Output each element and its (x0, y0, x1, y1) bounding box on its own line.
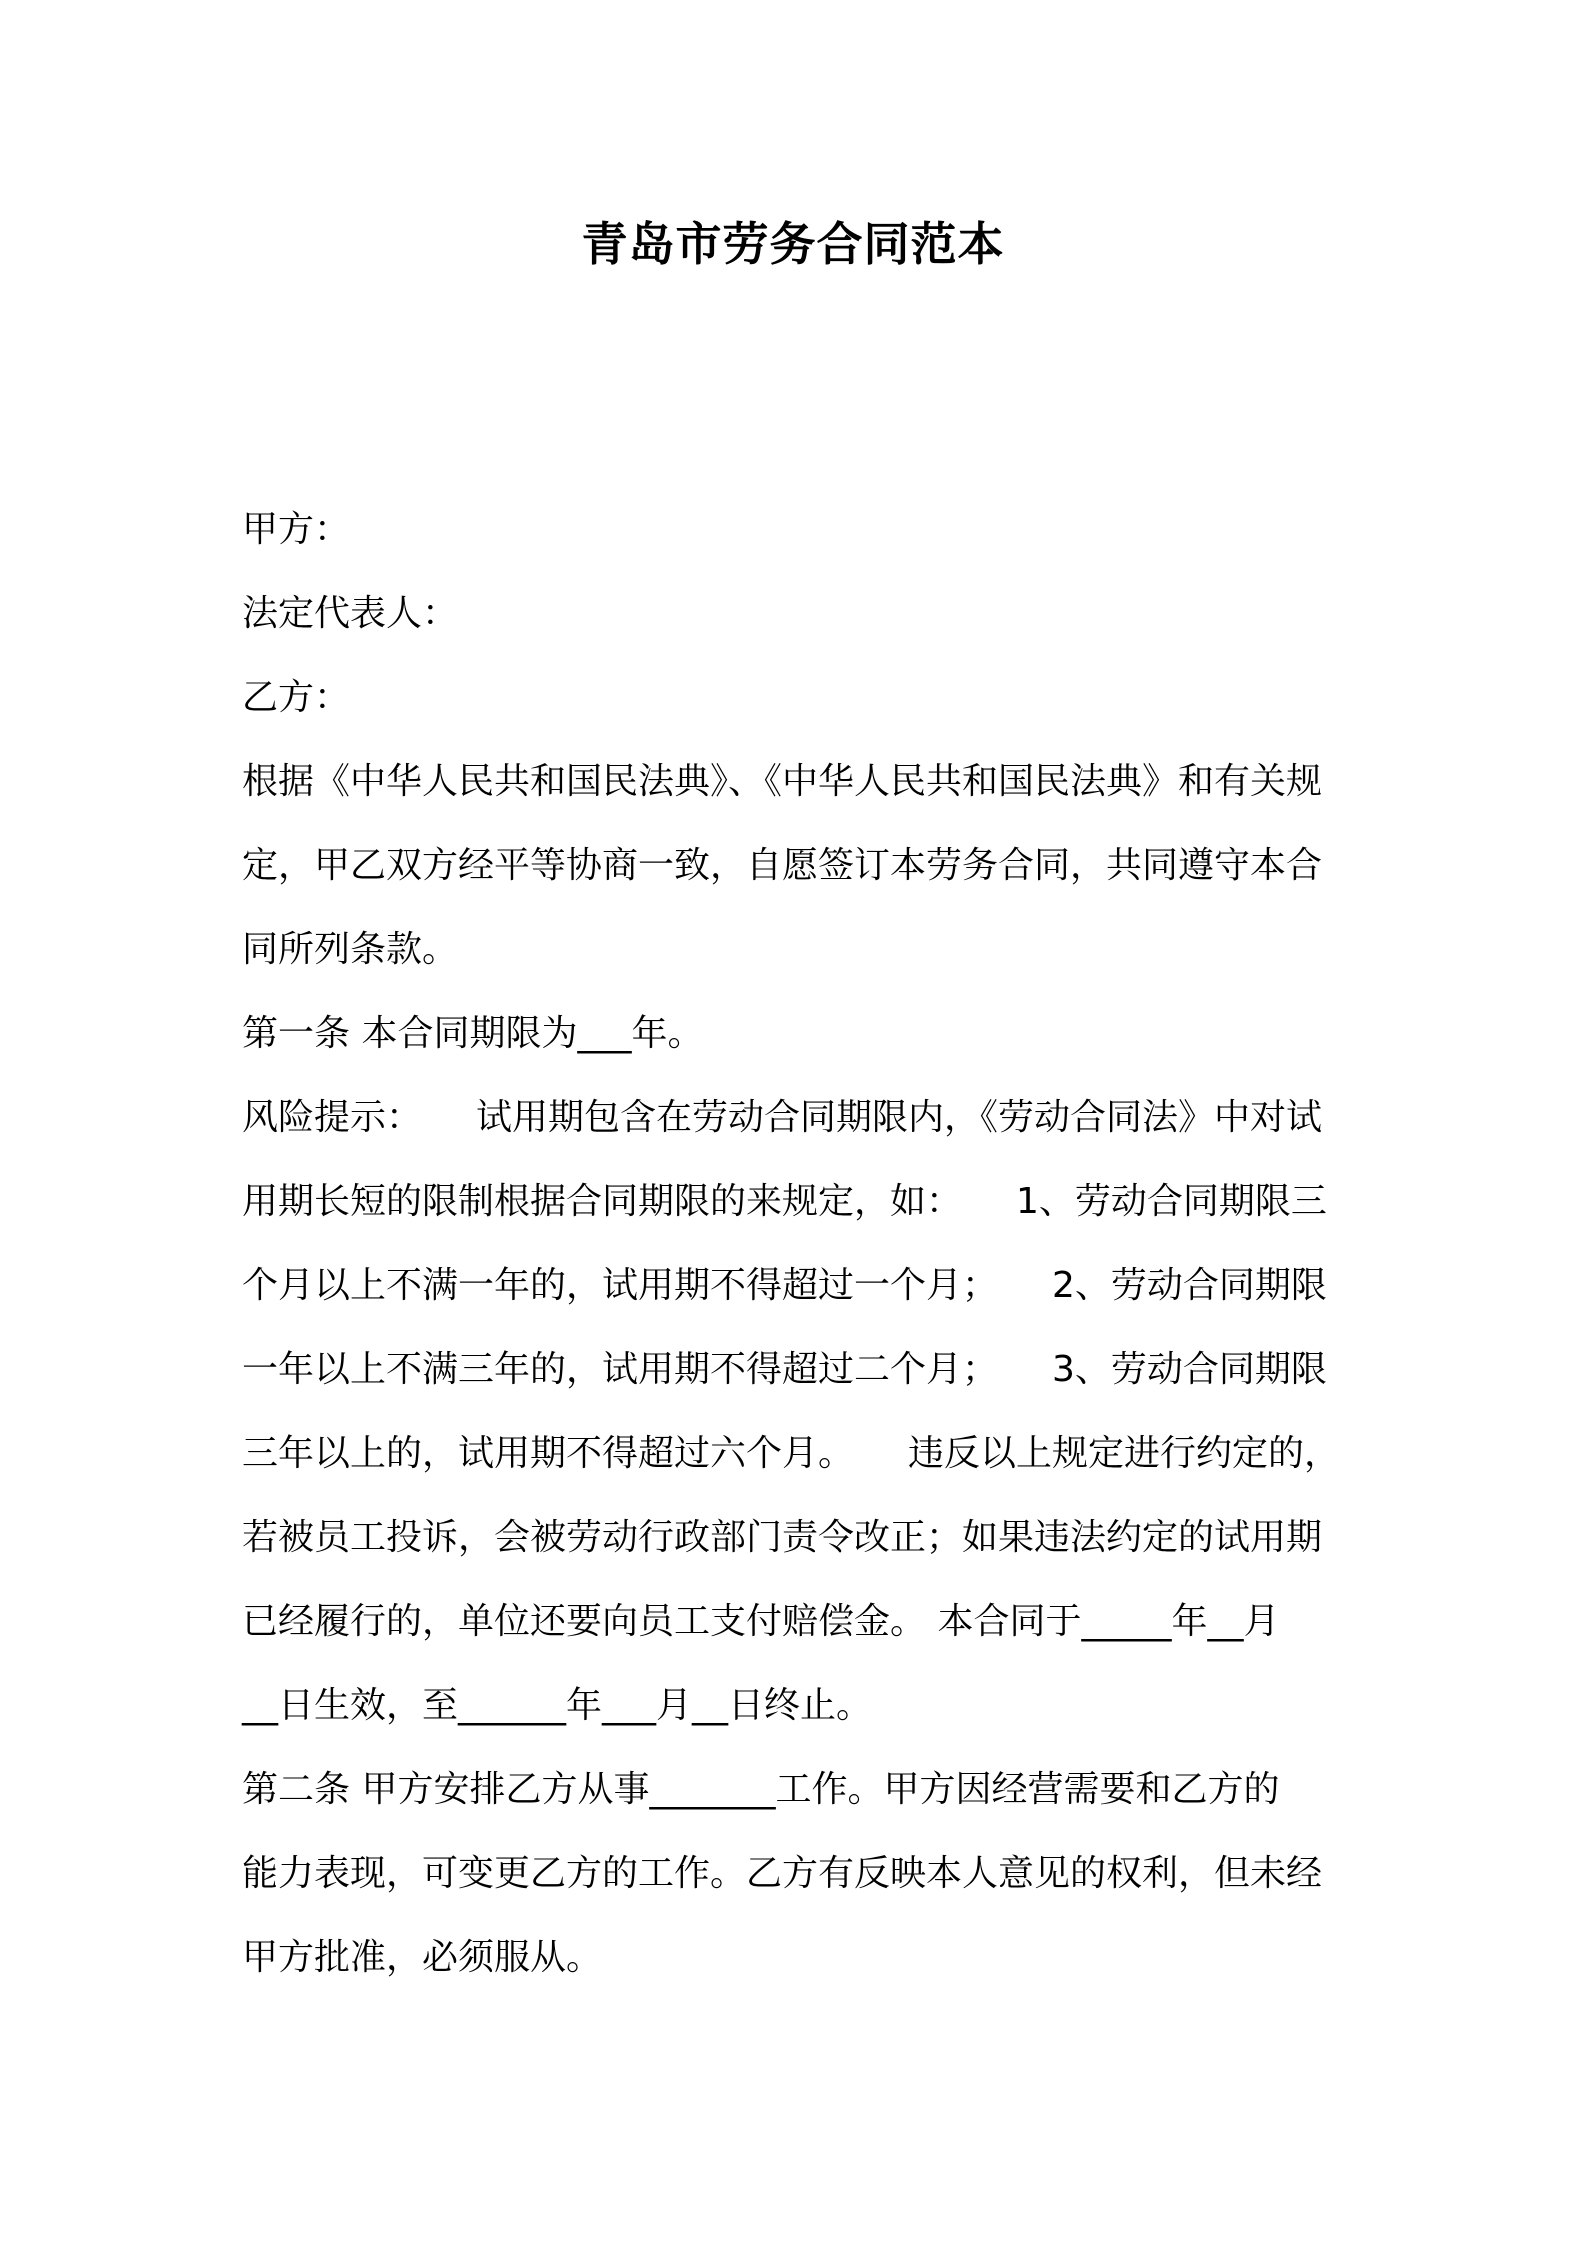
risk-notice-line: 风险提示： 试用期包含在劳动合同期限内，《劳动合同法》中对试 (242, 1097, 1323, 1138)
document-body (242, 488, 1362, 2000)
article-two-line: 甲方批准，必须服从。 (242, 1937, 603, 1978)
party-b-line: 乙方： (242, 677, 351, 718)
document-title: 青岛市劳务合同范本 (581, 217, 1005, 271)
preamble-line: 根据《中华人民共和国民法典》、《中华人民共和国民法典》和有关规 (242, 761, 1323, 802)
effective-date-line: __日生效，至______年___月__日终止。 (242, 1685, 873, 1726)
article-one-line: 第一条 本合同期限为___年。 (242, 1013, 704, 1054)
risk-notice-line: 三年以上的，试用期不得超过六个月。 违反以上规定进行约定的， (242, 1433, 1341, 1474)
risk-notice-line: 个月以上不满一年的，试用期不得超过一个月； 2、劳动合同期限 (242, 1265, 1327, 1306)
legal-representative-line: 法定代表人： (242, 593, 459, 634)
risk-notice-line: 一年以上不满三年的，试用期不得超过二个月； 3、劳动合同期限 (242, 1349, 1327, 1390)
preamble-line: 同所列条款。 (242, 929, 459, 970)
risk-notice-line: 若被员工投诉，会被劳动行政部门责令改正；如果违法约定的试用期 (242, 1517, 1323, 1558)
article-two-line: 第二条 甲方安排乙方从事_______工作。甲方因经营需要和乙方的 (242, 1769, 1280, 1810)
party-a-line: 甲方： (242, 509, 351, 550)
risk-notice-line: 用期长短的限制根据合同期限的来规定，如： 1、劳动合同期限三 (242, 1181, 1327, 1222)
risk-notice-line: 已经履行的，单位还要向员工支付赔偿金。 本合同于_____年__月 (242, 1601, 1280, 1642)
article-two-line: 能力表现，可变更乙方的工作。乙方有反映本人意见的权利，但未经 (242, 1853, 1323, 1894)
preamble-line: 定，甲乙双方经平等协商一致，自愿签订本劳务合同，共同遵守本合 (242, 845, 1323, 886)
